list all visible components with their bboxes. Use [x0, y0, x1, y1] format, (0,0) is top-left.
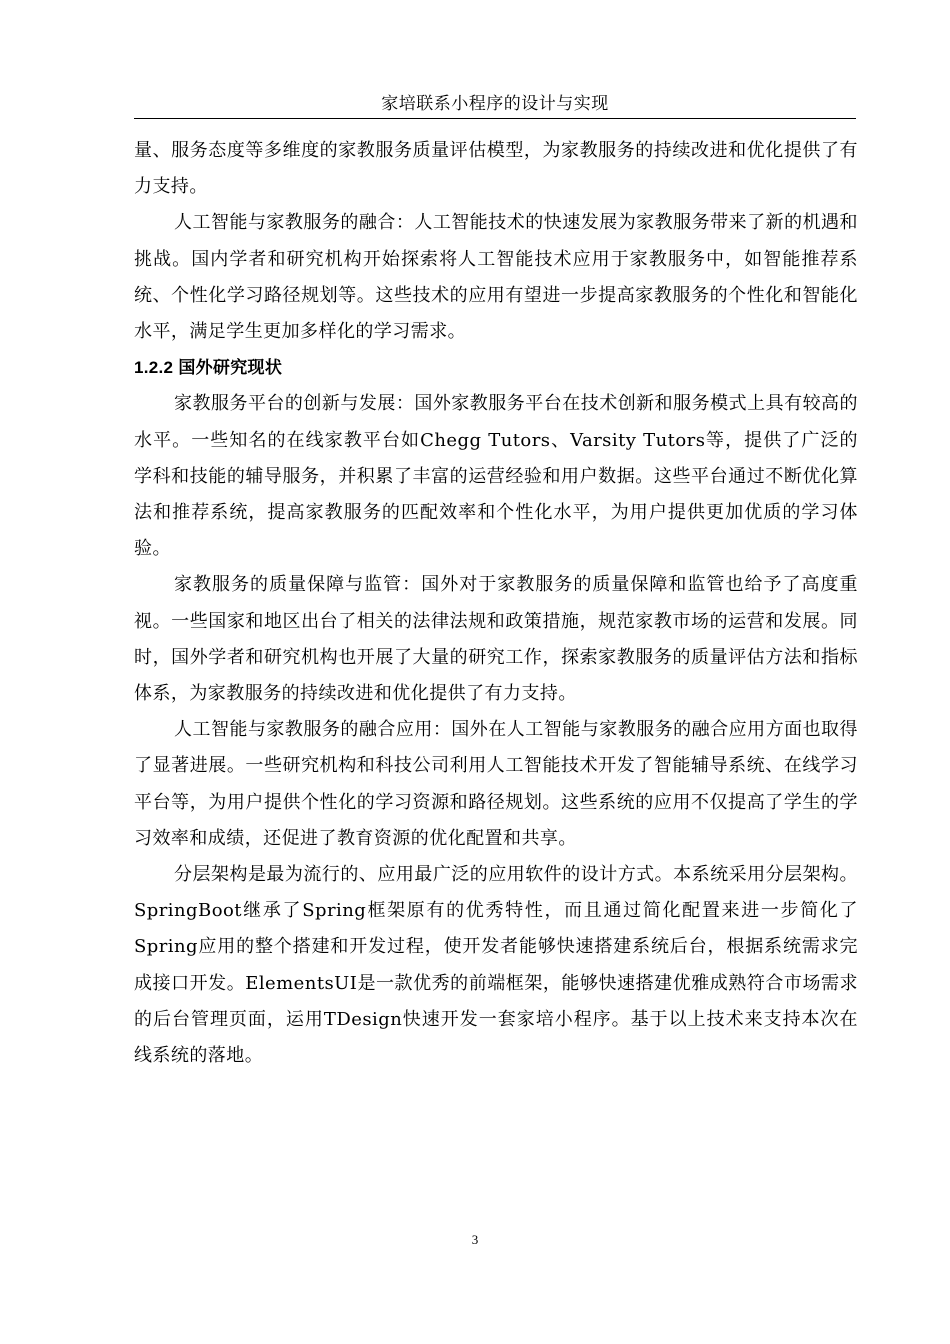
body-text [134, 133, 858, 1074]
paragraph-platform: 家教服务平台的创新与发展：国外家教服务平台在技术创新和服务模式上具有较高的水平。一些知名的在线家教平台如Chegg Tutors、Varsity Tutors等，提供了广泛的学科和技能的辅导服务，并积累了丰富的运营经验和用户数据。这些平台通过不断优化算法和推荐系统，提高家教服务的匹配效率和个性化水平，为用户提供更加优质的学习体验。 [134, 393, 858, 560]
paragraph-architecture: 分层架构是最为流行的、应用最广泛的应用软件的设计方式。本系统采用分层架构。SpringBoot继承了Spring框架原有的优秀特性，而且通过简化配置来进一步简化了Spring应用的整个搭建和开发过程，使开发者能够快速搭建系统后台，根据系统需求完成接口开发。ElementsUI是一款优秀的前端框架，能够快速搭建优雅成熟符合市场需求的后台管理页面，运用TDesign快速开发一套家培小程序。基于以上技术来支持本次在线系统的落地。 [134, 864, 858, 1067]
header-divider [134, 118, 856, 119]
paragraph-ai-foreign: 人工智能与家教服务的融合应用：国外在人工智能与家教服务的融合应用方面也取得了显著进展。一些研究机构和科技公司利用人工智能技术开发了智能辅导系统、在线学习平台等，为用户提供个性化的学习资源和路径规划。这些系统的应用不仅提高了学生的学习效率和成绩，还促进了教育资源的优化配置和共享。 [134, 719, 858, 849]
page-number: 3 [471, 1232, 479, 1247]
paragraph-continued: 量、服务态度等多维度的家教服务质量评估模型，为家教服务的持续改进和优化提供了有力支持。 [134, 140, 858, 198]
paragraph-quality: 家教服务的质量保障与监管：国外对于家教服务的质量保障和监管也给予了高度重视。一些国家和地区出台了相关的法律法规和政策措施，规范家教市场的运营和发展。同时，国外学者和研究机构也开展了大量的研究工作，探索家教服务的质量评估方法和指标体系，为家教服务的持续改进和优化提供了有力支持。 [134, 574, 858, 705]
section-heading: 1.2.2 国外研究现状 [134, 358, 283, 378]
paragraph-ai-domestic: 人工智能与家教服务的融合：人工智能技术的快速发展为家教服务带来了新的机遇和挑战。国内学者和研究机构开始探索将人工智能技术应用于家教服务中，如智能推荐系统、个性化学习路径规划等。这些技术的应用有望进一步提高家教服务的个性化和智能化水平，满足学生更加多样化的学习需求。 [134, 212, 858, 343]
running-header-title: 家培联系小程序的设计与实现 [381, 94, 609, 114]
